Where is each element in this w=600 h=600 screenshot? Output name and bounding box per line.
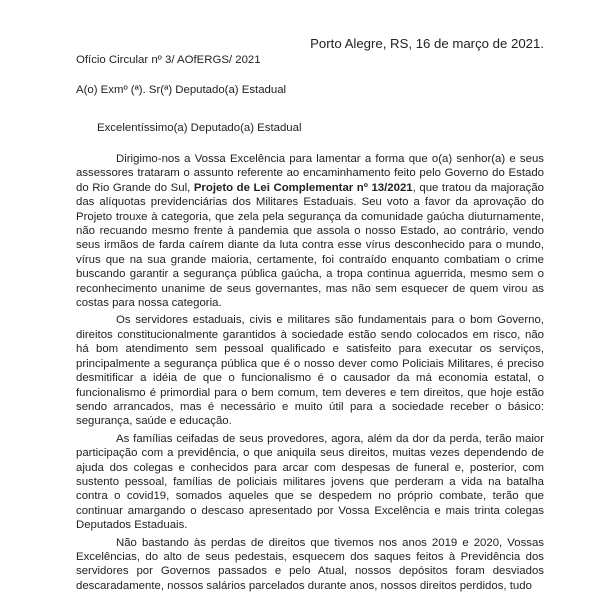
date-line: Porto Alegre, RS, 16 de março de 2021. (310, 36, 544, 51)
paragraph-1 (76, 152, 544, 310)
paragraph-1-text-a: Dirigimo-nos a Vossa Excelência para lamentar a forma que o(a) senhor(a) e seus assessores trataram o assunto referente ao encaminhamento feito pelo Governo do Estado do Rio Grande do Sul, (76, 153, 544, 194)
paragraph-2: Os servidores estaduais, civis e militares são fundamentais para o bom Governo, direitos constitucionalmente garantidos à sociedade estão sendo colocados em risco, não há bom atendimento sem pessoal qualificado e satisfeito para executar os serviços, principalmente a segurança pública que é o nosso dever como Policiais Militares, é preciso desmitificar a idéia de que o funcionalismo é o causador da má economia estatal, o funcionalismo é primordial para o bem comum, tem deveres e tem direitos, que hoje estão sendo arrancados, mas é necessário e muito útil para a sociedade receber o básico: segurança, saúde e educação. (76, 314, 544, 428)
oficio-reference: Ofício Circular nº 3/ AOfERGS/ 2021 (76, 54, 261, 66)
paragraph-1-text-b: , que tratou da majoração das alíquotas previdenciárias dos Militares Estaduais. Seu voto a favor da aprovação do Projeto trouxe à categoria, que zela pela segurança da comunidade gaúcha diuturnamente, não recuando mesmo frente à pandemia que assola o nosso Estado, ao contrário, vendo seus irmãos de farda caírem diante da luta contra esse vírus desconhecido para o mundo, vírus que na sua grande maioria, certamente, foi contraído enquanto combatiam o crime buscando garantir a segurança pública gaúcha, a tropa continua aguerrida, mesmo sem o reconhecimento unanime de seus governantes, mas não sem esquecer de quem virou as costas para nossa categoria. (76, 181, 545, 310)
letter-body (76, 152, 544, 596)
recipient-line: A(o) Exmº (ª). Sr(ª) Deputado(a) Estadual (76, 84, 287, 96)
bill-reference: Projeto de Lei Complementar nº 13/2021 (193, 181, 413, 194)
salutation: Excelentíssimo(a) Deputado(a) Estadual (97, 122, 302, 134)
paragraph-3: As famílias ceifadas de seus provedores, agora, além da dor da perda, terão maior participação com a previdência, o que aniquila seus direitos, muitas vezes dependendo de ajuda dos colegas e conhecidos para arcar com despesas de funeral e, posterior, com sustento pessoal, famílias de policiais militares jovens que perderam a vida na batalha contra o covid19, somados aqueles que se despedem no próprio combate, terão que continuar amargando o descaso apresentado por Vossa Excelência e mais trinta colegas Deputados Estaduais. (76, 432, 544, 532)
paragraph-4: Não bastando às perdas de direitos que tivemos nos anos 2019 e 2020, Vossas Excelências, do alto de seus pedestais, esquecem dos saques feitos à Previdência dos servidores por Governos passados e pelo Atual, nossos depósitos foram desviados descaradamente, nossos salários parcelados durante anos, nossos direitos perdidos, tudo (76, 536, 544, 592)
